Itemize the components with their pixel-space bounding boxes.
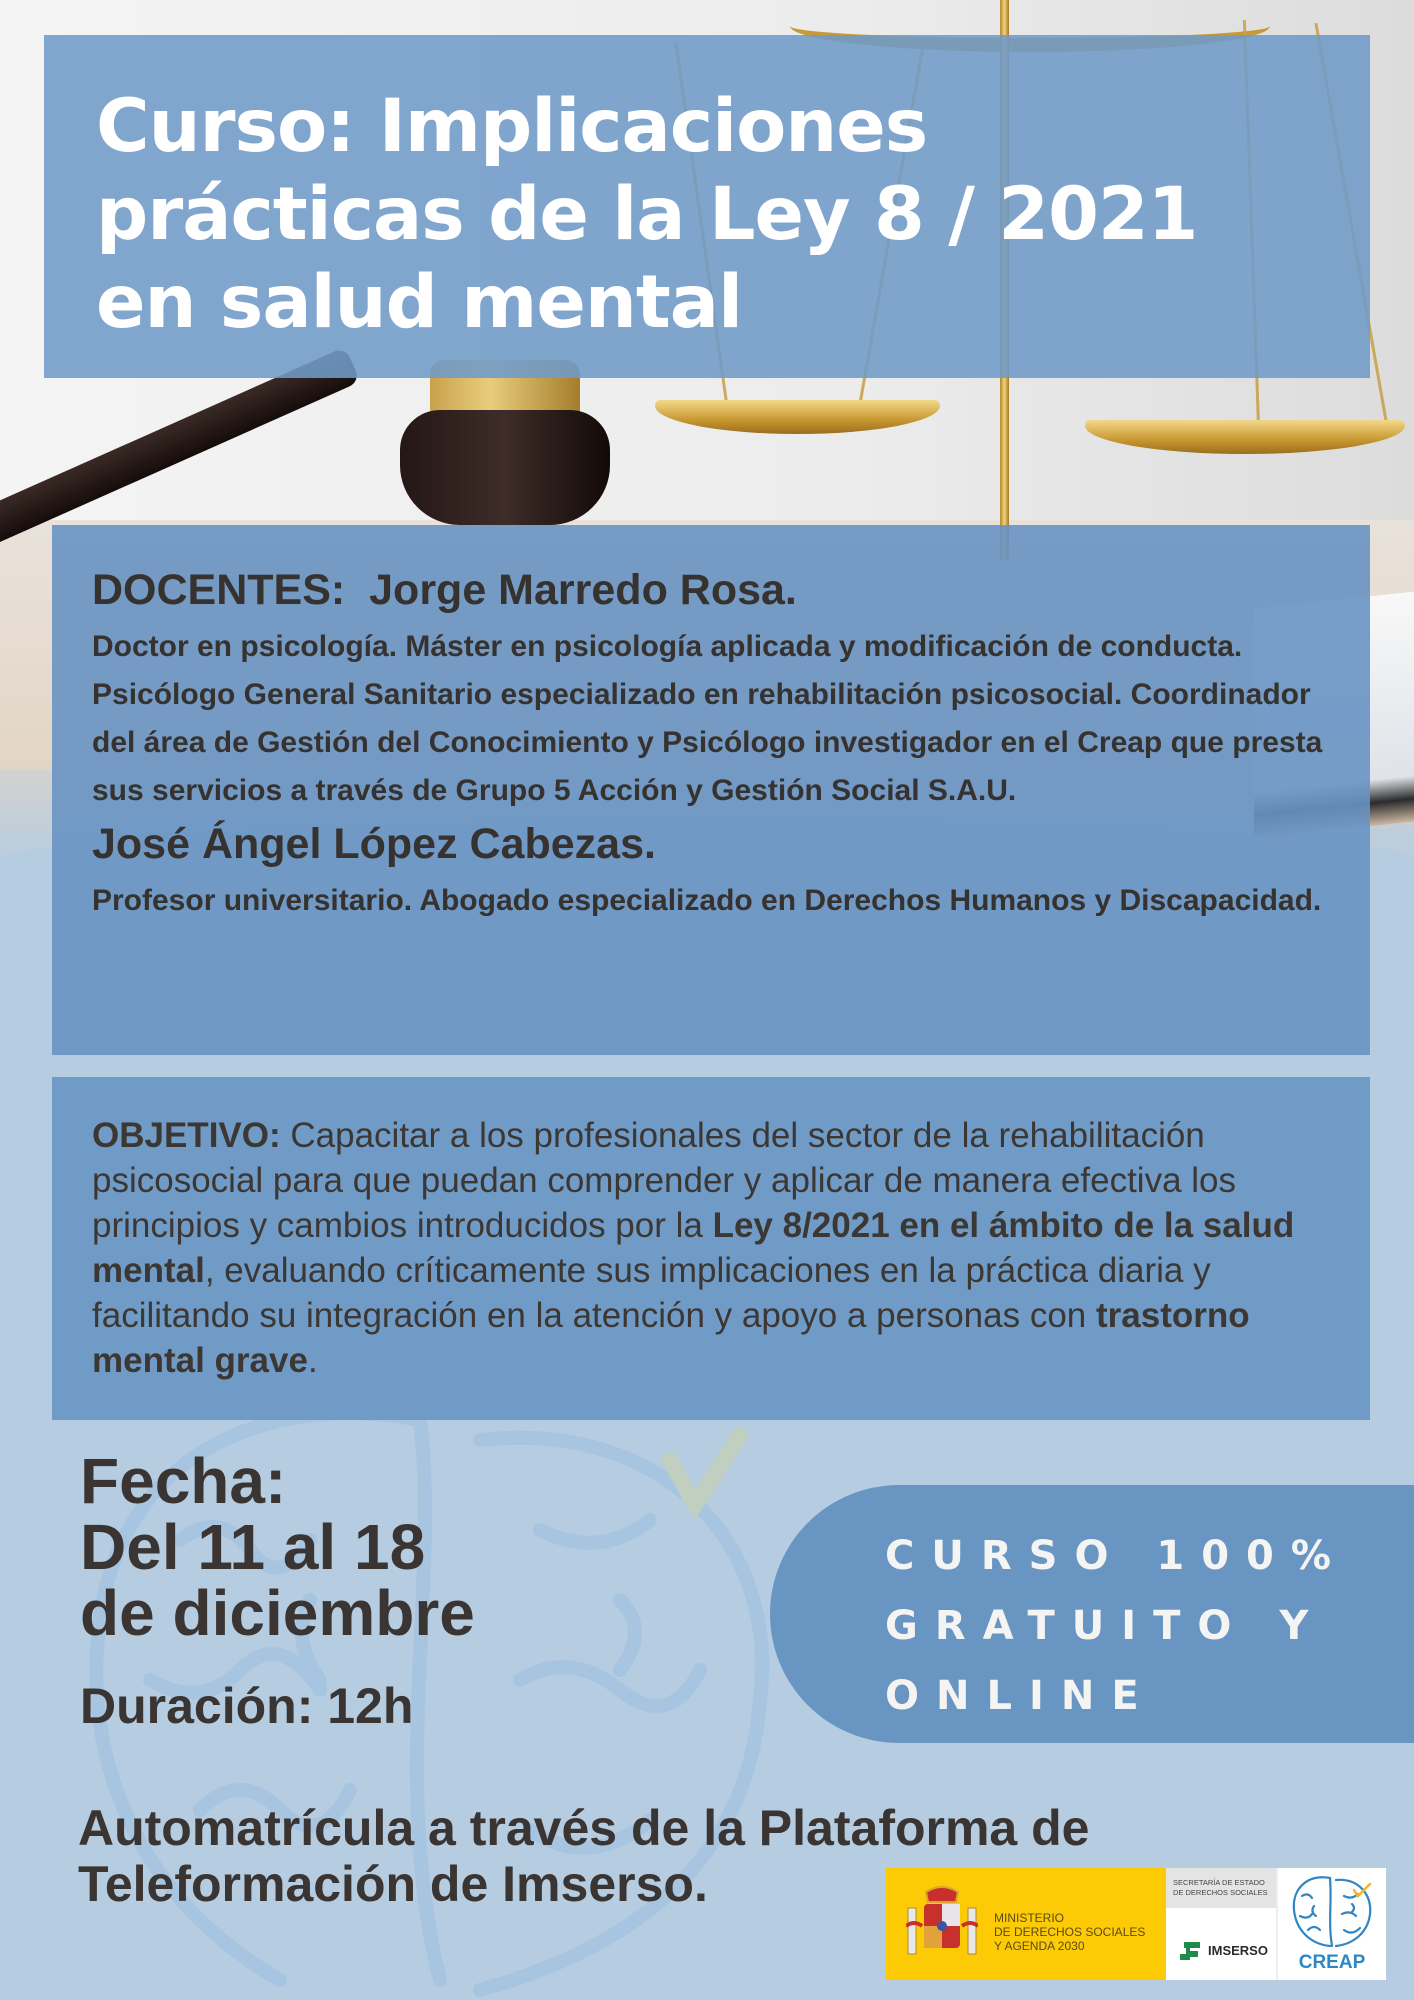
ministerio-line: Y AGENDA 2030 (994, 1939, 1085, 1953)
fecha-range: Del 11 al 18 (80, 1511, 426, 1583)
secretaria-line: DE DERECHOS SOCIALES (1173, 1888, 1268, 1897)
title-line-3: en salud mental (96, 260, 742, 345)
objetivo-text-part: Capacitar a los profesionales del sector de la rehabilitación psicosocial para que puedan comprender y aplicar de manera efectiva los principios y cambios introducidos por la (92, 1116, 1236, 1245)
objetivo-label: OBJETIVO: (92, 1116, 281, 1155)
docentes-section (52, 525, 1370, 1055)
ministerio-name (994, 1911, 1145, 1953)
objetivo-section (52, 1077, 1370, 1420)
free-online-badge (770, 1485, 1414, 1743)
teacher-2-bio: Profesor universitario. Abogado especializado en Derechos Humanos y Discapacidad. (92, 884, 1322, 917)
logo-imserso (1166, 1868, 1276, 1980)
docentes-label: DOCENTES: (92, 566, 346, 614)
objetivo-highlight-ley: Ley 8/2021 en el ámbito de la salud mental (92, 1206, 1295, 1290)
teacher-2-name: José Ángel López Cabezas. (92, 820, 656, 868)
fecha-block (80, 1445, 475, 1649)
badge-line-3: ONLINE (885, 1673, 1156, 1719)
teacher-1-name: Jorge Marredo Rosa. (369, 566, 797, 614)
logo-creap (1276, 1868, 1386, 1980)
badge-line-2: GRATUITO Y (885, 1603, 1326, 1649)
spain-coat-of-arms-icon (906, 1886, 978, 1964)
creap-name: CREAP (1298, 1952, 1366, 1973)
logo-ministerio (886, 1868, 1166, 1980)
objetivo-text-part: . (307, 1341, 318, 1380)
fecha-label: Fecha: (80, 1445, 287, 1517)
imserso-name: IMSERSO (1208, 1943, 1268, 1958)
title-line-1: Curso: Implicaciones (96, 84, 928, 169)
secretaria-name (1173, 1878, 1268, 1898)
gavel-base (400, 410, 610, 525)
enrollment-line-1: Automatrícula a través de la Plataforma de (78, 1800, 1090, 1856)
fecha-month: de diciembre (80, 1577, 475, 1649)
objetivo-text (92, 1113, 1352, 1383)
objetivo-highlight-tmg: trastorno mental grave (92, 1296, 1250, 1380)
ministerio-line: MINISTERIO (994, 1911, 1065, 1925)
creap-brain-icon (1288, 1872, 1376, 1950)
teacher-1-heading (92, 563, 1342, 617)
objetivo-text-part: , evaluando críticamente sus implicaciones en la práctica diaria y facilitando su integración en la atención y apoyo a personas con (92, 1251, 1211, 1335)
imserso-mark-icon (1180, 1940, 1202, 1962)
title-line-2: prácticas de la Ley 8 / 2021 (96, 172, 1198, 257)
title-banner (44, 35, 1370, 378)
ministerio-line: DE DERECHOS SOCIALES (994, 1925, 1146, 1939)
secretaria-line: SECRETARÍA DE ESTADO (1173, 1878, 1265, 1887)
secretaria-band (1166, 1868, 1276, 1908)
sponsor-logos (886, 1868, 1388, 1980)
teacher-1-bio: Doctor en psicología. Máster en psicología aplicada y modificación de conducta. Psicólogo General Sanitario especializado en rehabilitación psicosocial. Coordinador del área de Gestión del Conocimiento y Psicólogo investigador en el Creap que presta sus servicios a través de Grupo 5 Acción y Gestión Social S.A.U. (92, 630, 1323, 807)
course-title (96, 83, 1296, 347)
enrollment-line-2: Teleformación de Imserso. (78, 1856, 708, 1912)
duracion: Duración: 12h (80, 1678, 414, 1734)
badge-line-1: CURSO 100% (885, 1533, 1348, 1579)
